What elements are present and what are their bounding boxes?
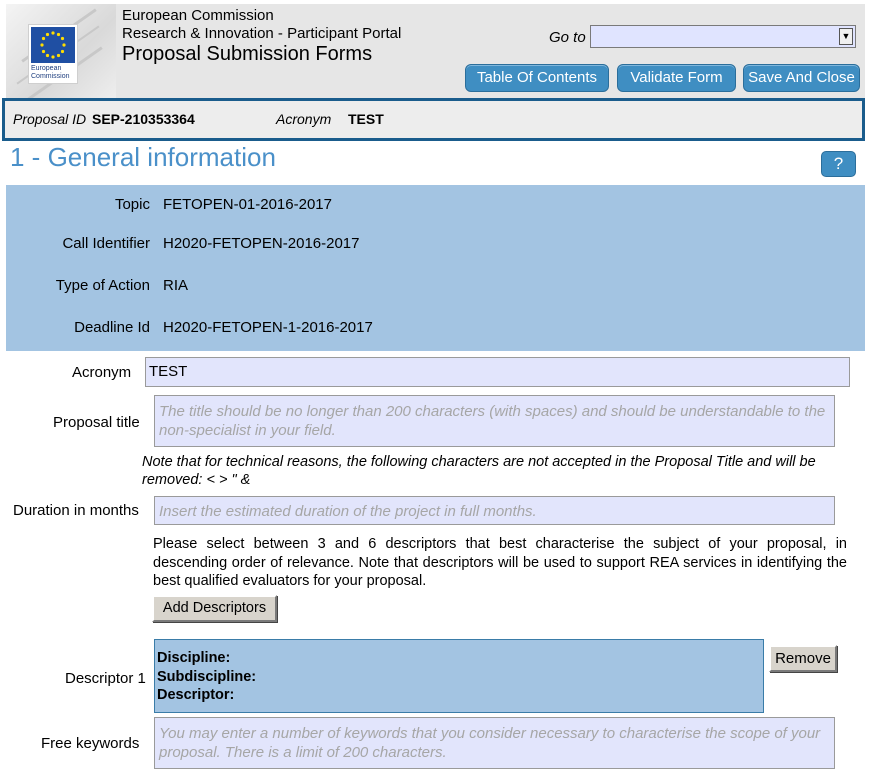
chevron-down-icon[interactable]: ▼ [839, 28, 853, 45]
call-identifier-label: Call Identifier [62, 235, 150, 252]
logo-text: European Commission [31, 65, 70, 80]
remove-descriptor-button[interactable]: Remove [769, 645, 837, 672]
deadline-id-value: H2020-FETOPEN-1-2016-2017 [163, 319, 373, 336]
proposal-acronym-value: TEST [348, 111, 384, 127]
acronym-input[interactable] [145, 357, 850, 387]
free-keywords-input[interactable] [154, 717, 835, 769]
proposal-id-value: SEP-210353364 [92, 111, 195, 127]
proposal-info-bar [2, 98, 865, 141]
table-of-contents-button[interactable]: Table Of Contents [465, 64, 609, 92]
app-title: Proposal Submission Forms [122, 43, 373, 65]
call-info-panel [6, 185, 865, 351]
topic-value: FETOPEN-01-2016-2017 [163, 196, 332, 213]
org-name: European Commission [122, 7, 274, 24]
acronym-label: Acronym [72, 364, 132, 381]
proposal-acronym-label: Acronym [276, 111, 332, 127]
eu-flag-icon [31, 27, 75, 63]
validate-form-button[interactable]: Validate Form [617, 64, 736, 92]
portal-name: Research & Innovation - Participant Portal [122, 25, 402, 42]
duration-label: Duration in months [13, 502, 139, 519]
goto-label: Go to [549, 29, 586, 46]
descriptor-label: Descriptor: [157, 687, 235, 703]
subdiscipline-label: Subdiscipline: [157, 668, 257, 685]
discipline-label: Discipline: [157, 650, 231, 666]
topic-label: Topic [114, 196, 150, 213]
proposal-id-label: Proposal ID [13, 111, 87, 127]
save-and-close-button[interactable]: Save And Close [743, 64, 860, 92]
descriptors-help-text: Please select between 3 and 6 descriptors that best characterise the subject of your proposal, in descending order of relevance. Note that descriptors will be used to support REA services in identifying the best qualified evaluators for your proposal. [153, 536, 847, 589]
deadline-id-label: Deadline Id [74, 319, 150, 336]
section-title: 1 - General information [10, 142, 276, 172]
portal-header [6, 4, 865, 98]
free-keywords-placeholder: You may enter a number of keywords that you consider necessary to characterise the scope of your proposal. There is a limit of 200 characters. [159, 725, 821, 761]
add-descriptors-button[interactable]: Add Descriptors [152, 595, 277, 622]
acronym-input-value: TEST [149, 363, 188, 380]
descriptor-1-label: Descriptor 1 [65, 670, 146, 687]
proposal-title-input[interactable] [154, 395, 835, 447]
duration-placeholder: Insert the estimated duration of the project in full months. [159, 503, 537, 520]
descriptor-1-box [154, 639, 764, 713]
call-identifier-value: H2020-FETOPEN-2016-2017 [163, 235, 360, 252]
type-of-action-value: RIA [163, 277, 189, 294]
type-of-action-label: Type of Action [55, 277, 150, 294]
duration-input[interactable] [154, 496, 835, 525]
title-characters-note: Note that for technical reasons, the following characters are not accepted in the Proposal Title and will be removed: < > " & [142, 454, 816, 488]
goto-select[interactable] [590, 25, 856, 48]
free-keywords-label: Free keywords [41, 735, 140, 752]
proposal-title-placeholder: The title should be no longer than 200 characters (with spaces) and should be understandable to the non-specialist in your field. [159, 403, 826, 439]
proposal-title-label: Proposal title [53, 414, 140, 431]
help-button[interactable]: ? [821, 151, 856, 177]
eu-commission-logo [28, 24, 78, 84]
